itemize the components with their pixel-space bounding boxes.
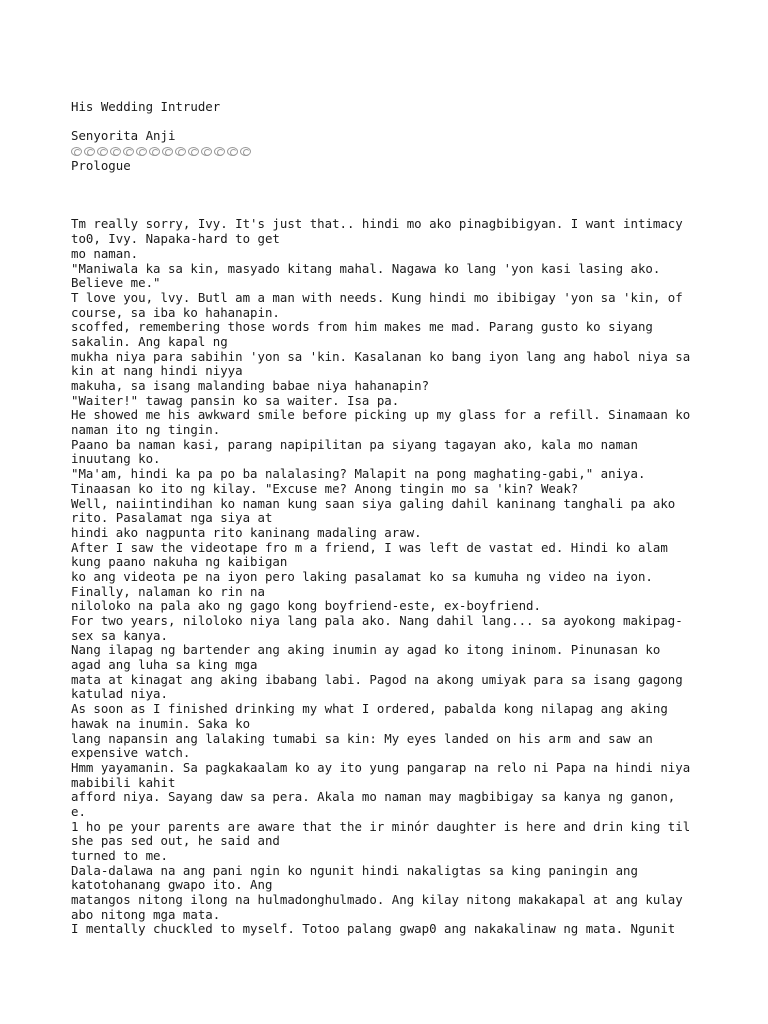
text-line: I mentally chuckled to myself. Totoo palang gwap0 ang nakakalinaw ng mata. Ngunit: [71, 921, 676, 937]
text-line: expensive watch.: [71, 745, 191, 761]
swirl-ornament-icon: [123, 147, 134, 156]
text-line: hindi ako nagpunta rito kaninang madaling araw.: [71, 524, 422, 540]
text-line: Nang ilapag ng bartender ang aking inumin ay agad ko itong ininom. Pinunasan ko: [71, 642, 661, 658]
text-line: afford niya. Sayang daw sa pera. Akala mo naman may magbibigay sa kanya ng ganon,: [71, 789, 676, 805]
text-line: mo naman.: [71, 245, 139, 261]
text-line: inuutang ko.: [71, 451, 161, 467]
text-line: 1 ho pe your parents are aware that the ir minór daughter is here and drin king til: [71, 818, 691, 834]
text-line: Tinaasan ko ito ng kilay. "Excuse me? Anong tingin mo sa 'kin? Weak?: [71, 480, 579, 496]
document-page: [71, 100, 711, 937]
book-title: His Wedding Intruder: [71, 99, 221, 114]
text-line: scoffed, remembering those words from him makes me mad. Parang gusto ko siyang: [71, 319, 653, 335]
text-line: lang napansin ang lalaking tumabi sa kin: My eyes landed on his arm and saw an: [71, 730, 653, 746]
ornament-divider: [71, 144, 711, 159]
text-line: turned to me.: [71, 848, 168, 863]
text-line: hawak na inumin. Saka ko: [71, 715, 251, 731]
text-line: For two years, niloloko niya lang pala ako. Nang dahil lang... sa ayokong makipag-: [71, 613, 683, 628]
text-line: matangos nitong ilong na hulmadonghulmado. Ang kilay nitong makakapal at ang kulay: [71, 892, 683, 908]
chapter-heading: Prologue: [71, 157, 131, 173]
text-line: abo nitong mga mata.: [71, 906, 221, 922]
text-line: e.: [71, 803, 86, 819]
text-line: katotohanang gwapo ito. Ang: [71, 877, 273, 893]
swirl-ornament-icon: [201, 147, 212, 156]
text-line: Tm really sorry, Ivy. It's just that.. hindi mo ako pinagbibigyan. I want intimacy: [71, 216, 683, 232]
author-name: Senyorita Anji: [71, 128, 176, 144]
text-line: "Waiter!" tawag pansin ko sa waiter. Isa pa.: [71, 392, 400, 408]
swirl-ornament-icon: [162, 147, 173, 156]
text-line: He showed me his awkward smile before picking up my glass for a refill. Sinamaan ko: [71, 407, 691, 423]
section-gap: [71, 173, 711, 217]
text-line: Finally, nalaman ko rin na: [71, 583, 265, 599]
text-line: Dala-dalawa na ang pani ngin ko ngunit hindi nakaligtas sa king paningin ang: [71, 862, 638, 878]
text-line: naman ito ng tingin.: [71, 422, 221, 438]
text-line: kung paano nakuha ng kaibigan: [71, 554, 288, 570]
text-line: Hmm yayamanin. Sa pagkakaalam ko ay ito yung pangarap na relo ni Papa na hindi niya: [71, 759, 691, 775]
blank-line: [71, 115, 711, 130]
swirl-ornament-icon: [188, 147, 199, 156]
text-line: course, sa iba ko hahanapin.: [71, 304, 280, 320]
text-line: As soon as I finished drinking my what I ordered, pabalda kong nilapag ang aking: [71, 701, 668, 717]
swirl-ornament-icon: [175, 147, 186, 156]
text-line: to0, Ivy. Napaka-hard to get: [71, 231, 280, 247]
text-line: rito. Pasalamat nga siya at: [71, 510, 273, 526]
swirl-ornament-icon: [136, 147, 147, 156]
body-text: [71, 217, 711, 937]
text-line: sex sa kanya.: [71, 627, 168, 643]
text-line: agad ang luha sa king mga: [71, 657, 258, 673]
swirl-ornament-icon: [214, 147, 225, 156]
swirl-ornament-icon: [97, 147, 108, 156]
text-line: Believe me.": [71, 275, 161, 291]
text-line: Paano ba naman kasi, parang napipilitan pa siyang tagayan ako, kala mo naman: [71, 436, 638, 452]
text-line: mabibili kahit: [71, 774, 176, 790]
text-line: "Maniwala ka sa kin, masyado kitang mahal. Nagawa ko lang 'yon kasi lasing ako.: [71, 260, 661, 276]
text-line: she pas sed out, he said and: [71, 833, 280, 849]
swirl-ornament-icon: [71, 147, 82, 156]
text-line: "Ma'am, hindi ka pa po ba nalalasing? Malapit na pong maghating-gabi," aniya.: [71, 466, 646, 482]
text-line: sakalin. Ang kapal ng: [71, 333, 228, 349]
text-line: mukha niya para sabihin 'yon sa 'kin. Kasalanan ko bang iyon lang ang habol niya sa: [71, 348, 691, 364]
text-line: katulad niya.: [71, 686, 168, 702]
text-line: Well, naiintindihan ko naman kung saan siya galing dahil kaninang tanghali pa ako: [71, 495, 676, 511]
text-line: niloloko na pala ako ng gago kong boyfriend-este, ex-boyfriend.: [71, 598, 541, 614]
swirl-ornament-icon: [149, 147, 160, 156]
text-line: makuha, sa isang malanding babae niya hahanapin?: [71, 378, 430, 393]
swirl-ornament-icon: [84, 147, 95, 156]
swirl-ornament-icon: [240, 147, 251, 156]
text-line: After I saw the videotape fro m a friend, I was left de vastat ed. Hindi ko alam: [71, 539, 668, 555]
swirl-ornament-icon: [110, 147, 121, 156]
text-line: mata at kinagat ang aking ibabang labi. Pagod na akong umiyak para sa isang gagong: [71, 671, 683, 687]
swirl-ornament-icon: [227, 147, 238, 156]
text-line: T love you, lvy. Butl am a man with needs. Kung hindi mo ibibigay 'yon sa 'kin, of: [71, 289, 683, 305]
text-line: kin at nang hindi niyya: [71, 363, 243, 379]
text-line: ko ang videota pe na iyon pero laking pasalamat ko sa kumuha ng video na iyon.: [71, 568, 653, 584]
